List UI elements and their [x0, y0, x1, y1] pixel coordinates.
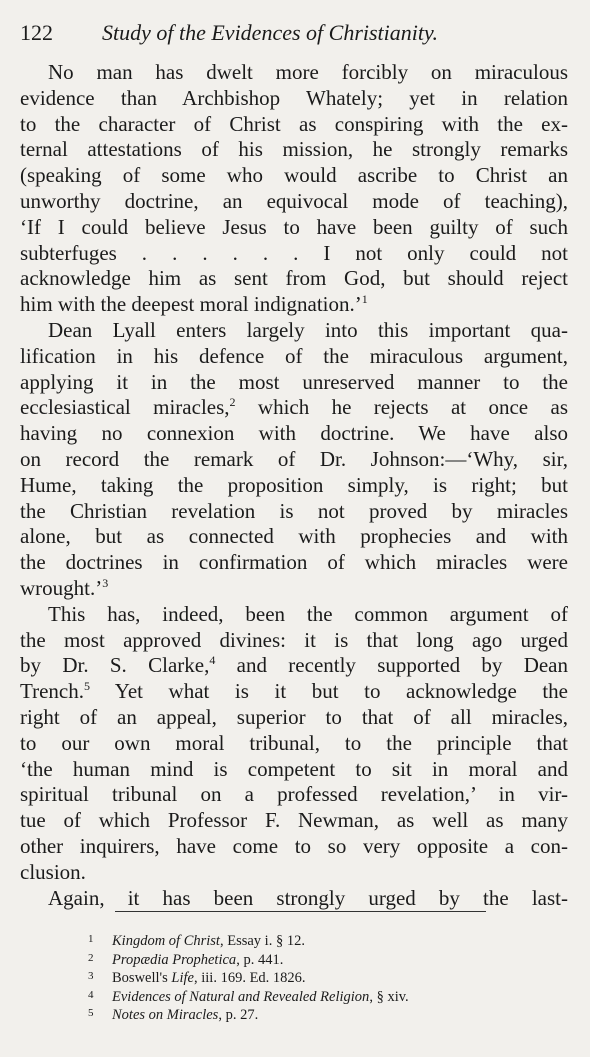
footnote-marker: 1	[88, 933, 94, 945]
paragraph-line: alone, but as connected with prophecies and with	[20, 524, 568, 549]
paragraph-line: Dean Lyall enters largely into this important qua-	[48, 317, 568, 342]
running-title: Study of the Evidences of Christianity.	[102, 20, 439, 45]
paragraph-line: to the character of Christ as conspiring with the ex-	[20, 111, 568, 136]
paragraph-line: on record the remark of Dr. Johnson:—‘Why, sir,	[20, 446, 568, 471]
paragraph-line: the most approved divines: it is that long ago urged	[20, 627, 568, 652]
page-header	[20, 16, 580, 48]
paragraph-line: acknowledge him as sent from God, but should reject	[20, 266, 568, 291]
footnote-detail: , § xiv.	[369, 988, 409, 1005]
footnote-marker: 2	[88, 951, 94, 964]
paragraph-line: the Christian revelation is not proved by miracles	[20, 498, 568, 523]
footnote-marker: 4	[88, 988, 94, 1001]
paragraph-line: the doctrines in confirmation of which miracles were	[20, 550, 568, 575]
footnote-title: Notes on Miracles	[112, 1007, 219, 1023]
footnote-title: Life	[171, 970, 194, 986]
line-text: and recently supported by Dean	[215, 653, 569, 678]
footnote-reference: 2	[229, 395, 236, 410]
paragraph-line	[20, 576, 568, 602]
line-text: Trench.	[20, 679, 84, 704]
footnote-detail: , Essay i. § 12.	[219, 933, 305, 949]
paragraph-line	[20, 395, 568, 421]
paragraph-line	[20, 653, 568, 679]
footnote-reference: 3	[102, 575, 109, 590]
footnote-marker: 3	[88, 970, 94, 982]
paragraph-line: having no connexion with doctrine. We have also	[20, 421, 568, 446]
footnote-reference: 5	[83, 679, 90, 694]
footnote-title: Kingdom of Christ	[112, 933, 220, 949]
footnote	[88, 1004, 558, 1023]
paragraph-line: ‘the human mind is competent to sit in moral and	[20, 756, 568, 781]
footnote-reference: 4	[209, 653, 216, 668]
footnote	[88, 986, 558, 1005]
footnote	[88, 967, 558, 986]
footnote	[88, 930, 558, 949]
paragraph-line: unworthy doctrine, an equivocal mode of teaching),	[20, 188, 568, 213]
paragraph-line: This has, indeed, been the common argument of	[48, 601, 568, 626]
paragraph-line: Again, it has been strongly urged by the last-	[48, 885, 568, 910]
paragraph-line: clusion.	[20, 859, 86, 884]
line-text: by Dr. S. Clarke,	[20, 653, 210, 678]
paragraph-line: (speaking of some who would ascribe to Christ an	[20, 163, 568, 188]
line-text: ecclesiastical miracles,	[20, 395, 230, 420]
paragraph-line: evidence than Archbishop Whately; yet in relation	[20, 85, 568, 110]
footnote-detail: , p. 441.	[236, 951, 284, 968]
line-text: wrought.’	[20, 575, 103, 600]
footnote-detail: , p. 27.	[218, 1007, 259, 1023]
body-text	[20, 60, 568, 911]
footnote-divider	[115, 911, 486, 912]
line-text: him with the deepest moral indignation.’	[20, 292, 362, 317]
paragraph-line: right of an appeal, superior to that of all miracles,	[20, 704, 568, 729]
footnote	[88, 949, 558, 968]
footnote-title: Propædia Prophetica	[112, 951, 237, 968]
paragraph-line: other inquirers, have come to so very opposite a con-	[20, 833, 568, 858]
paragraph-line: ternal attestations of his mission, he strongly remarks	[20, 137, 568, 162]
paragraph-line: No man has dwelt more forcibly on miraculous	[48, 60, 568, 84]
footnote-prefix: Boswell's	[112, 970, 172, 986]
paragraph-line: applying it in the most unreserved manner to the	[20, 369, 568, 394]
paragraph-line: ‘If I could believe Jesus to have been guilty of such	[20, 214, 568, 239]
paragraph-line: spiritual tribunal on a professed revelation,’ in vir-	[20, 782, 568, 807]
footnote-reference: 1	[361, 292, 368, 307]
footnote-marker: 5	[88, 1007, 94, 1019]
paragraph-line: to our own moral tribunal, to the principle that	[20, 730, 568, 755]
paragraph-line: Hume, taking the proposition simply, is right; but	[20, 472, 568, 497]
paragraph-line: subterfuges . . . . . . I not only could not	[20, 240, 568, 265]
footnote-detail: , iii. 169. Ed. 1826.	[193, 970, 306, 986]
page-number: 122	[20, 20, 53, 45]
paragraph-line	[20, 292, 568, 318]
line-text: Yet what is it but to acknowledge the	[89, 679, 568, 704]
line-text: which he rejects at once as	[235, 395, 568, 420]
footnotes	[88, 930, 558, 1023]
paragraph-line	[20, 679, 568, 705]
paragraph-line: tue of which Professor F. Newman, as well as many	[20, 808, 568, 833]
paragraph-line: lification in his defence of the miraculous argument,	[20, 343, 568, 368]
footnote-title: Evidences of Natural and Revealed Religion	[112, 988, 370, 1005]
